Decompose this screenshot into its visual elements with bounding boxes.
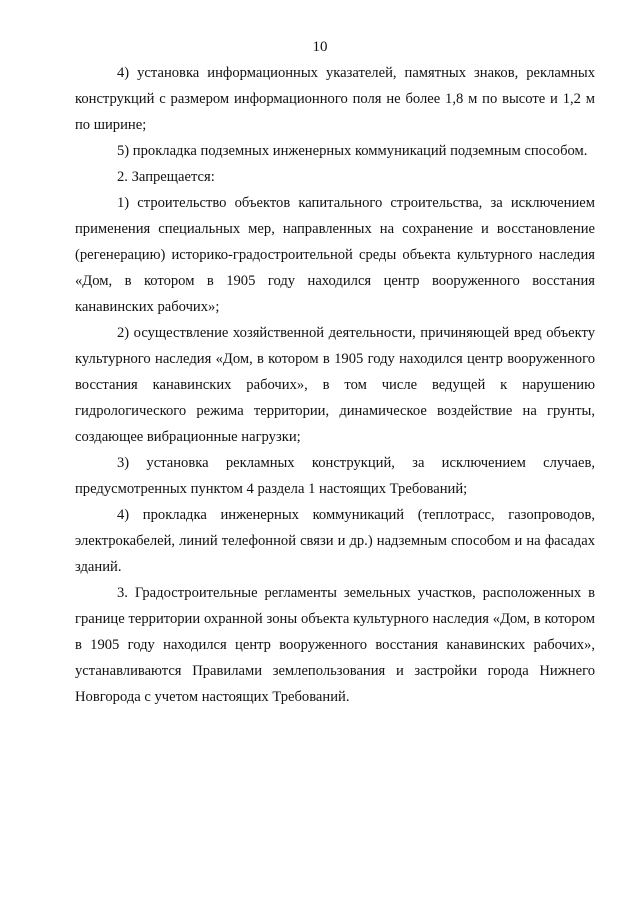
document-body (75, 60, 595, 710)
paragraph-section-2-prohibited: 2. Запрещается: (117, 169, 215, 185)
page-number: 10 (312, 39, 328, 55)
paragraph-section-3-regulations: 3. Градостроительные регламенты земельных участков, расположенных в границе территории охранной зоны объекта культурного наследия «Дом, в котором в 1905 году находился центр вооруженного восстания канавинских рабочих», устанавливаются Правилами землепользования и застройки города Нижнего Новгорода с учетом настоящих Требований. (75, 585, 595, 705)
paragraph-prohibited-item-3-advertising: 3) установка рекламных конструкций, за исключением случаев, предусмотренных пунктом 4 раздела 1 настоящих Требований; (75, 455, 595, 497)
paragraph-prohibited-item-1-construction: 1) строительство объектов капитального строительства, за исключением применения специальных мер, направленных на сохранение и восстановление (регенерацию) историко-градостроительной среды объекта культурного наследия «Дом, в котором в 1905 году находился центр вооруженного восстания канавинских рабочих»; (75, 195, 595, 315)
paragraph-prohibited-item-4-overhead-utilities: 4) прокладка инженерных коммуникаций (теплотрасс, газопроводов, электрокабелей, линий телефонной связи и др.) надземным способом и на фасадах зданий. (75, 507, 595, 575)
paragraph-item-5-underground-utilities: 5) прокладка подземных инженерных коммуникаций подземным способом. (117, 143, 588, 159)
paragraph-item-4-info-signs: 4) установка информационных указателей, памятных знаков, рекламных конструкций с размером информационного поля не более 1,8 м по высоте и 1,2 м по ширине; (75, 65, 595, 133)
paragraph-prohibited-item-2-economic-activity: 2) осуществление хозяйственной деятельности, причиняющей вред объекту культурного наследия «Дом, в котором в 1905 году находился центр вооруженного восстания канавинских рабочих», в том числе ведущей к нарушению гидрологического режима территории, динамическое воздействие на грунты, создающее вибрационные нагрузки; (75, 325, 595, 445)
